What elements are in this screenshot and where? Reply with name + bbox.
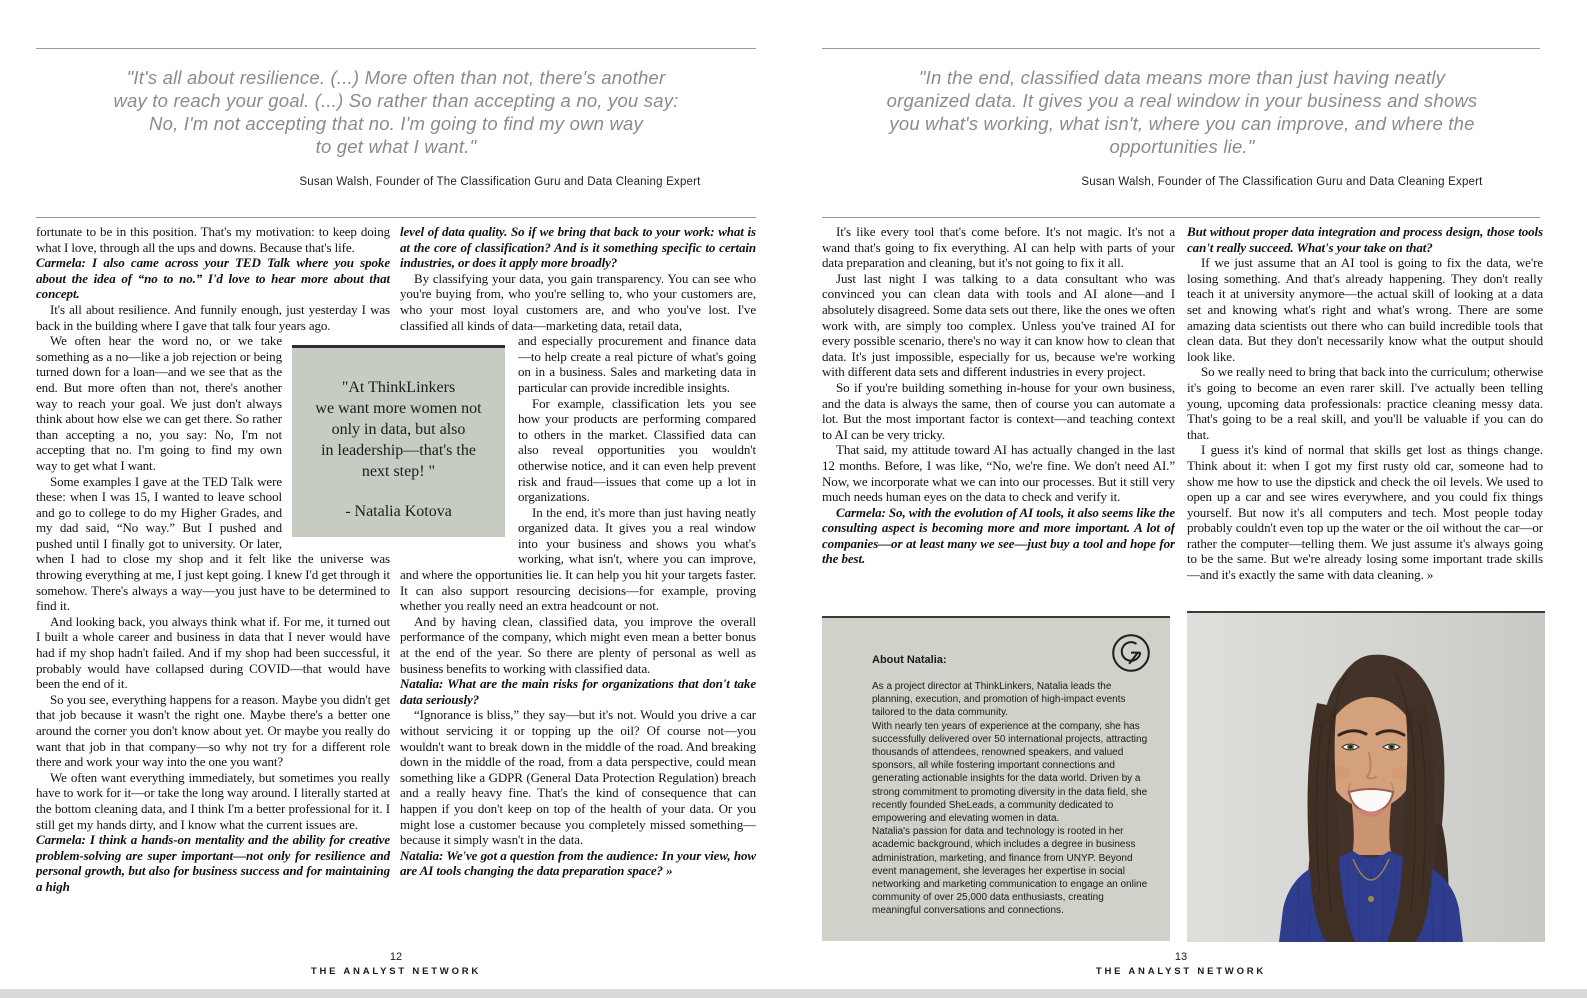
body-paragraph: And by having clean, classified data, you improve the overall performance of the company, which might even mean a better bonus at the end of the year. So there are plenty of personal as well as business benefits to working with classified data.: [400, 613, 756, 676]
left-page-column-2: [400, 224, 756, 944]
body-paragraph: And looking back, you always think what if. For me, it turned out I built a whole career and business in data that I never would have had if my shop hadn't failed. And if my shop had been successful, it probably would have collapsed during COVID—that would have been the end of it.: [36, 613, 390, 692]
interviewer-question-paragraph: Natalia: We've got a question from the audience: In your view, how are AI tools changing the data preparation space? »: [400, 847, 756, 879]
body-paragraph: We often hear the word no, or we take something as a no—like a job rejection or being turned down for a loan—and we see that as the end. But more often than not, there's another way to reach your goal. We just don't always think about how else we can get there. So rather than accepting a no, you say: No, I'm not accepting that no. I'm going to find my own way to get what I want.: [36, 333, 282, 473]
body-paragraph: Some examples I gave at the TED Talk were these: when I was 15, I wanted to leave school and go to college to do my Higher Grades, and my dad said, “No way.” But I pushed and pushed until I finally got to university. Or later, when I had to close my shop and it felt like the universe was throwing everything at me, I just kept going. I knew I'd get through it somehow. There's always a way—you just have to be determined to find it.: [36, 473, 390, 614]
body-paragraph: So we really need to bring that back into the curriculum; otherwise it's going to become an even rarer skill. I've actually been telling young, upcoming data professionals: practice cleaning messy data. That's going to be a real skill, and you'll be valuable if you can do that.: [1187, 364, 1543, 442]
hero-quote-attribution-right: Susan Walsh, Founder of The Classification Guru and Data Cleaning Expert: [1081, 176, 1483, 188]
body-paragraph: That said, my attitude toward AI has actually changed in the last 12 months. Before, I was like, “No, we're fine. We don't need AI.” Now, we incorporate what we can into our processes. But it still very much needs human eyes on the data to check and verify it.: [822, 442, 1175, 505]
about-text: [872, 680, 1148, 918]
footer-title-left: THE ANALYST NETWORK: [310, 966, 482, 977]
classification-guru-logo-icon: [1110, 632, 1152, 674]
page-number-left: 12: [389, 951, 403, 963]
body-paragraph: “Ignorance is bliss,” they say—but it's not. Would you drive a car without servicing it or topping up the oil? Of course not—you wouldn't want to break down in the middle of the road. And breaking down in the middle of the road, from a data perspective, could mean something like a GDPR (General Data Protection Regulation) breach and a really heavy fine. That's the kind of consequence that can happen if you don't keep on top of the health of your data. Or you might lose a customer because you completely missed something—because it simply wasn't in the data.: [400, 707, 756, 848]
interviewer-question-paragraph: Carmela: I also came across your TED Talk where you spoke about the idea of “no to no.” I'd love to hear more about that concept.: [36, 255, 390, 302]
body-paragraph: Natalia's passion for data and technology is rooted in her academic background, which includes a degree in business administration, marketing, and finance from UNYP. Beyond event management, she leverages her expertise in social networking and marketing communication to engage an online community of over 25,000 data enthusiasts, creating meaningful conversations and connections.: [872, 826, 1148, 917]
body-paragraph: For example, classification lets you see how your products are performing compared to others in the market. Classified data can also reveal opportunities you wouldn't otherwise notice, and it can even help prevent risk and fraud—issues that come up a lot in organizations.: [518, 395, 756, 505]
interviewer-question-paragraph: But without proper data integration and process design, those tools can't really succeed. What's your take on that?: [1187, 224, 1543, 255]
divider: [822, 48, 1540, 49]
page-number-right: 13: [1174, 951, 1188, 963]
next-page-edge-strip: [0, 989, 1587, 998]
about-heading: About Natalia:: [872, 654, 947, 666]
footer-title-right: THE ANALYST NETWORK: [1095, 966, 1267, 977]
divider: [36, 48, 756, 49]
body-paragraph: So if you're building something in-house for your own business, and the data is always the same, then of course you can automate a lot. But the most important factor is context—and teaching context to AI can be very tricky.: [822, 379, 1175, 442]
hero-quote-left: "It's all about resilience. (...) More often than not, there's another way to reach your goal. (...) So rather than accepting a no, you say: No, I'm not accepting that no. I'm going to find my own way to get what I want.": [113, 67, 679, 157]
body-paragraph: fortunate to be in this position. That's my motivation: to keep doing what I love, through all the ups and downs. Because that's life.: [36, 224, 390, 255]
body-paragraph: With nearly ten years of experience at the company, she has successfully delivered over 50 international projects, attracting thousands of attendees, renowned speakers, and valued sponsors, all while fostering important connections and generating actionable insights for the data world. Driven by a strong commitment to promoting diversity in the data field, she recently founded SheLeads, a community dedicated to empowering and elevating women in data.: [872, 720, 1148, 825]
about-natalia-box: [822, 616, 1170, 941]
body-paragraph: By classifying your data, you gain transparency. You can see who you're buying from, who you're selling to, who your customers are, who your most loyal customers are, and who you've lost. I've classified all kinds of data—marketing data, retail data,: [400, 270, 756, 333]
divider: [36, 217, 756, 218]
interviewer-question-paragraph: Carmela: So, with the evolution of AI tools, it also seems like the consulting aspect is becoming more and more important. A lot of companies—or at least many we see—just buy a tool and hope for the best.: [822, 504, 1175, 567]
body-paragraph: We often want everything immediately, but sometimes you really have to work for it—or take the long way around. I literally started at the bottom cleaning data, and I think I'm a better professional for it. I still get my hands dirty, and I know what the current issues are.: [36, 769, 390, 832]
hero-quote-right: "In the end, classified data means more than just having neatly organized data. It gives you a real window in your business and shows you what's working, what isn't, where you can improve, and where the opportunities lie.": [886, 67, 1478, 157]
interviewer-question-paragraph: Carmela: I think a hands-on mentality and the ability for creative problem-solving are super important—not only for resilience and personal growth, but also for business success and for maintaining a high: [36, 832, 390, 894]
right-page-column-2: [1187, 224, 1543, 608]
right-page-column-1: [822, 224, 1175, 613]
divider: [822, 217, 1540, 218]
body-paragraph: I guess it's kind of normal that skills get lost as things change. Think about it: when I got my first rusty old car, someone had to show me how to use the dipstick and check the oil levels. We used to open up a car and see wires everywhere, and you could fix things yourself. But now it's all computers and tech. Most people today probably couldn't even top up the water or the oil without the car—or rather the computer—telling them. We just assume it's always going to be the same. But we're already losing some important trade skills—and it's exactly the same with data cleaning. »: [1187, 442, 1543, 583]
pull-quote-box: [292, 345, 505, 537]
pull-quote-text: "At ThinkLinkers we want more women not only in data, but also in leadership—that's the next step! ": [315, 379, 482, 480]
body-paragraph: As a project director at ThinkLinkers, Natalia leads the planning, execution, and promotion of high-impact events tailored to the data community.: [872, 681, 1126, 719]
portrait-illustration: [1187, 613, 1545, 942]
body-paragraph: In the end, it's more than just having neatly organized data. It gives you a real window into your business and shows you what's working, what isn't, where you can improve, and where the opportunities lie. It can help you hit your targets faster. It can also support resourcing decisions—for example, proving whether you really need an extra headcount or not.: [400, 504, 756, 614]
body-paragraph: and especially procurement and finance data—to help create a real picture of what's going on in a business. Sales and marketing data in particular can provide incredible insights.: [518, 333, 756, 395]
column-text-group: [36, 224, 390, 333]
interviewer-question-paragraph: level of data quality. So if we bring that back to your work: what is at the core of classification? And is it something specific to certain industries, or does it apply more broadly?: [400, 224, 756, 271]
body-paragraph: Just last night I was talking to a data consultant who was convinced you can clean data with tools and AI alone—and I absolutely disagreed. Some data sets out there, like the ones we often work with, are simply too complex. Unless you've trained AI for every possible scenario, there's no way it can know how to clean that data. It's just impossible, especially for us, because we're working with different data sets and different industries in every project.: [822, 270, 1175, 380]
body-paragraph: It's all about resilience. And funnily enough, just yesterday I was back in the building where I gave that talk four years ago.: [36, 301, 390, 333]
natalia-portrait-photo: [1187, 611, 1545, 942]
body-paragraph: It's like every tool that's come before. It's not magic. It's not a wand that's going to fix everything. AI can help with parts of your data preparation and cleaning, but it's not going to fix it all.: [822, 224, 1175, 271]
pull-quote-author: - Natalia Kotova: [345, 503, 452, 520]
hero-quote-attribution-left: Susan Walsh, Founder of The Classification Guru and Data Cleaning Expert: [299, 176, 701, 188]
body-paragraph: If we just assume that an AI tool is going to fix the data, we're losing something. And that's already happening. They don't really teach it at university anymore—the actual skill of looking at a data set and knowing what's right and what's wrong. There are some amazing data scientists out there who can build incredible tools that clean data. But they don't necessarily know what the output should look like.: [1187, 255, 1543, 364]
interviewer-question-paragraph: Natalia: What are the main risks for organizations that don't take data seriously?: [400, 676, 756, 707]
body-paragraph: So you see, everything happens for a reason. Maybe you didn't get that job because it wasn't the right one. Maybe there's a better one around the corner you don't know about yet. Or maybe you really do want that job in that company—so why not try for a different role there and work your way into the one you want?: [36, 691, 390, 770]
left-page-column-1: [36, 224, 390, 944]
column-text-group: [400, 224, 756, 333]
